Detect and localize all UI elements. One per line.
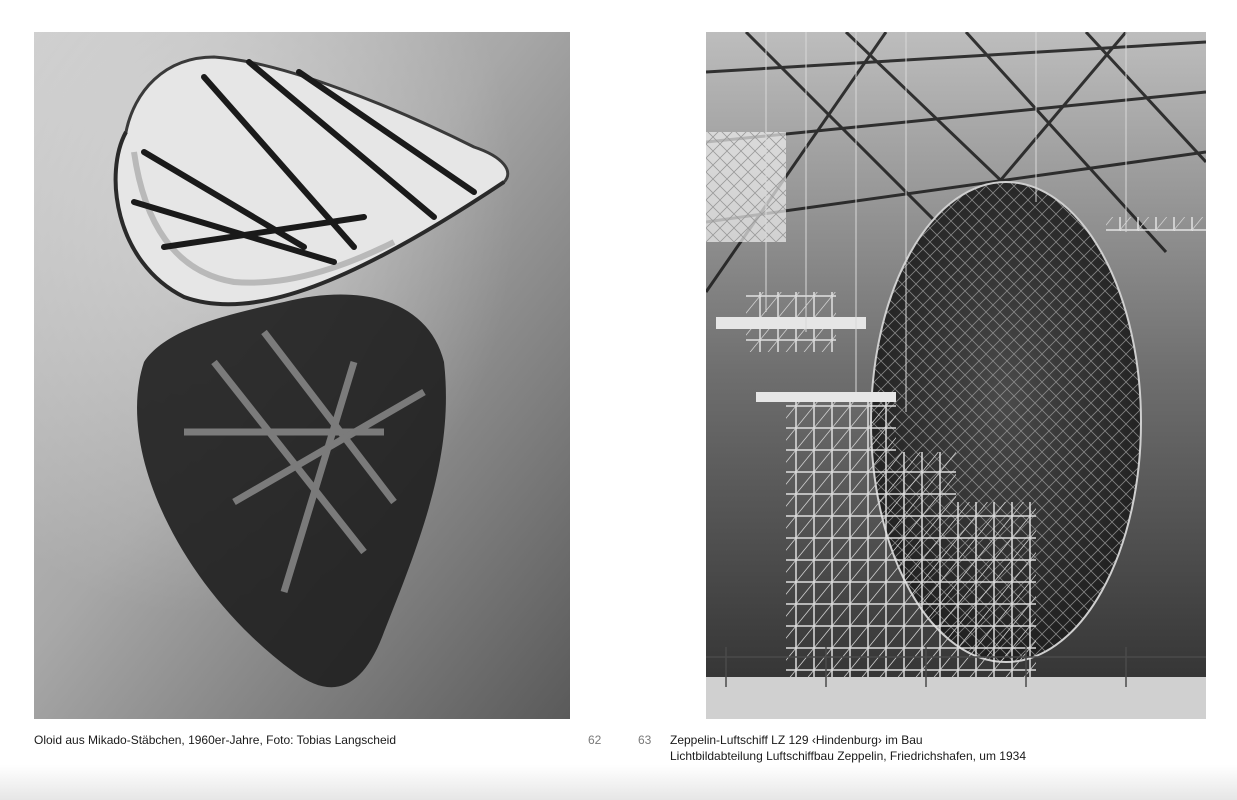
bottom-edge: [0, 765, 1237, 800]
left-caption: Oloid aus Mikado-Stäbchen, 1960er-Jahre, Foto: Tobias Langscheid: [34, 733, 396, 747]
zeppelin-image: [706, 32, 1206, 719]
zeppelin-photo: [706, 32, 1206, 719]
right-caption-credit: Lichtbildabteilung Luftschiffbau Zeppelin, Friedrichshafen, um 1934: [670, 749, 1027, 763]
page-number-left: 62: [588, 733, 602, 747]
oloid-photo: [34, 32, 570, 719]
page-number-right: 63: [638, 733, 652, 747]
right-caption-title: Zeppelin-Luftschiff LZ 129 ‹Hindenburg› im Bau: [670, 733, 923, 747]
oloid-image: [34, 32, 570, 719]
